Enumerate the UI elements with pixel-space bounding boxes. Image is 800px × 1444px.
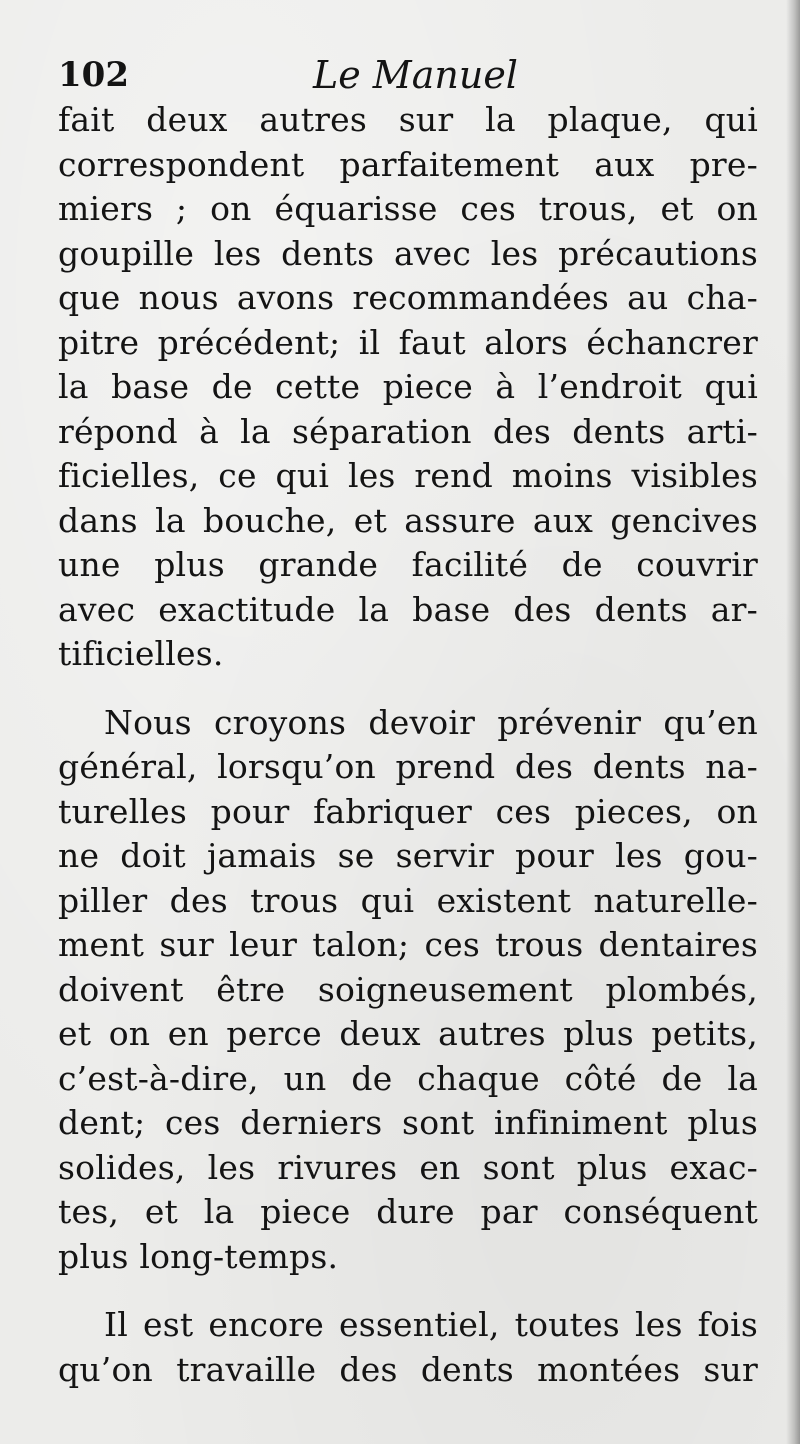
paragraph	[58, 98, 758, 677]
text-line: plus long-temps.	[58, 1236, 339, 1276]
text-line: fait deux autres sur la plaque, qui	[58, 100, 758, 139]
text-line: doivent être soigneusement plombés,	[58, 969, 758, 1009]
text-line: turelles pour fabriquer ces pieces, on	[58, 791, 758, 831]
text-line: qu’on travaille des dents montées sur	[58, 1349, 758, 1389]
text-line: la base de cette piece à l’endroit qui	[58, 367, 758, 406]
text-line: solides, les rivures en sont plus exac-	[58, 1147, 758, 1187]
text-line: miers ; on équarisse ces trous, et on	[58, 189, 758, 228]
paragraph-gap	[58, 1279, 758, 1303]
paragraph	[58, 1303, 758, 1392]
text-line: répond à la séparation des dents arti-	[58, 411, 758, 451]
text-line: et on en perce deux autres plus petits,	[58, 1014, 758, 1053]
text-line: que nous avons recommandées au cha-	[58, 278, 758, 317]
text-line: ment sur leur talon; ces trous dentaires	[58, 925, 758, 964]
text-line: correspondent parfaitement aux pre-	[58, 144, 758, 184]
text-line: dent; ces derniers sont infiniment plus	[58, 1103, 758, 1142]
paragraph-gap	[58, 677, 758, 701]
text-line: tificielles.	[58, 634, 224, 673]
page-header	[58, 50, 758, 100]
text-line: tes, et la piece dure par conséquent	[58, 1192, 758, 1231]
page-edge-shadow	[786, 0, 800, 1444]
text-line: ficielles, ce qui les rend moins visibles	[58, 456, 758, 495]
text-line: une plus grande facilité de couvrir	[58, 545, 758, 584]
text-line: c’est-à-dire, un de chaque côté de la	[58, 1058, 758, 1098]
paragraph	[58, 701, 758, 1280]
text-line: Il est encore essentiel, toutes les fois	[104, 1305, 758, 1344]
text-line: pitre précédent; il faut alors échancrer	[58, 322, 758, 362]
body-text	[58, 98, 758, 1392]
text-line: avec exactitude la base des dents ar-	[58, 589, 758, 629]
text-line: dans la bouche, et assure aux gencives	[58, 500, 758, 540]
text-line: piller des trous qui existent naturelle-	[58, 880, 758, 920]
text-line: ne doit jamais se servir pour les gou-	[58, 836, 758, 875]
text-line: goupille les dents avec les précautions	[58, 233, 758, 273]
page-number: 102	[58, 55, 129, 95]
running-title: Le Manuel	[313, 53, 518, 97]
text-line: général, lorsqu’on prend des dents na-	[58, 747, 758, 786]
text-line: Nous croyons devoir prévenir qu’en	[104, 702, 758, 742]
